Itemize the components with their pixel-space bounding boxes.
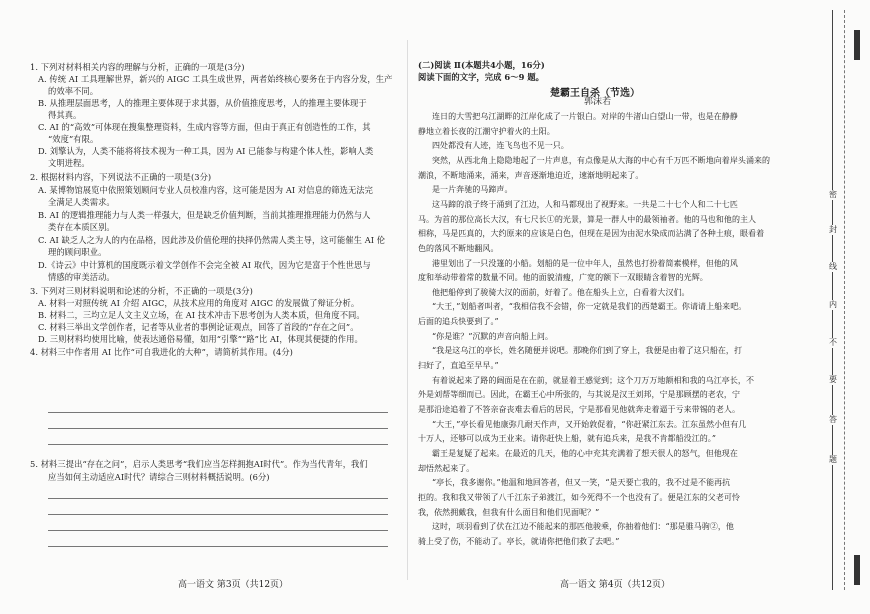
article-line: 扫好了，直追至早早。” (418, 361, 499, 370)
question-stem: 5. 材料三提出“存在之问”，启示人类思考“我们应当怎样拥抱AI时代”。作为当代青年，我们 (30, 459, 368, 469)
article-line: 外是刘帮等细而已。因此，在霸王心中所张的，与其说是汉王刘邦，宁是那顾摆的老农，宁 (418, 390, 740, 399)
option-line: B. 材料二，三均立足人文主义立场，在 AI 技术冲击下思考创为人类本质，但角度不同。 (38, 310, 365, 320)
question-stem: 3. 下列对三则材料说明和论述的分析，不正确的一项是(3分) (30, 286, 253, 296)
article-line: 潮浪，不断地涌来，涌来，声音逐渐地迫近，速渐地明起来了。 (418, 171, 644, 180)
page-footer-left: 高一语文 第3页（共12页） (178, 580, 289, 590)
right-page (418, 0, 790, 614)
article-line: “亭长，我多谢你。”他温和地回答者，但又一笑，“是天要亡我的，我不过是不能再抗 (432, 478, 731, 487)
option-line: C. AI 缺乏人之为人的内在品格，因此涉及价值伦理的抉择仍然需人类主导，这可能催生 AI 伦 (38, 235, 386, 245)
option-line: D.《诗云》中计算机的国度既示着文学创作不会完全被 AI 取代，因为它是富于个性世思与 (38, 260, 371, 270)
article-line: 港里划出了一只没篷的小船。划船的是一位中年人，虽然也打扮着简素模样，但他的风 (432, 259, 738, 268)
page-footer-right: 高一语文 第4页（共12页） (560, 580, 671, 590)
option-line: “效度”有限。 (48, 134, 99, 144)
article-line: 有着说起来了路的阔面是在在前，就显着王感觉到；这个刀万万地额相和我的乌江亭长，不 (432, 376, 754, 385)
answer-line (48, 412, 388, 413)
article-line: “你是谁？”沉默的声音向船上问。 (432, 332, 553, 341)
answer-line (48, 428, 388, 429)
article-line: 十万人，还够可以成为王业来。请你赶快上船，就有追兵来，是我不肯都船没江的。” (418, 434, 716, 443)
article-line: 静地立着长夜的江潮守护着火的土阳。 (418, 127, 555, 136)
article-line: 他把船停到了骏骑大汉的面前，好着了。他在船头上立，白看着大汉们。 (432, 288, 690, 297)
question-stem: 2. 根据材料内容，下列说法不正确的一项是(3分) (30, 172, 212, 182)
article-line: “大王，”亭长看见他康弥几耐天作声，又开始敦促着，“你赶紧江东去。江东虽然小但有几 (432, 420, 747, 429)
article-line: 霸王是复疑了起来。在最近的几天，他的心中充其充满着了想天很人的怒气，但他现在 (432, 449, 738, 458)
section-header: (二)阅读 Ⅱ(本题共4小题，16分) (418, 60, 545, 70)
article-line: 后面的追兵快要到了。” (418, 317, 499, 326)
option-line: 得其真。 (48, 110, 82, 120)
article-line: 这马蹄的浪子终于涌到了江边，人和马都现出了视野来。一共是二十七个人和二十七匹 (432, 200, 738, 209)
binding-char: 密 (829, 190, 837, 199)
article-line: “大王，”划船者叫者，“我相信我不会错，你一定就是我们的西楚霸王。你请请上船来吧。 (432, 302, 747, 311)
option-line: 情感的审美活动。 (48, 272, 115, 282)
registration-mark-icon (854, 30, 860, 60)
reading-instruction: 阅读下面的文字，完成 6～9 题。 (418, 72, 545, 82)
binding-char: 题 (829, 455, 837, 464)
question-stem: 1. 下列对材料相关内容的理解与分析，正确的一项是(3分) (30, 62, 245, 72)
question-stem: 4. 材料三中作者用 AI 比作“可自我进化的大种”，请简析其作用。(4分) (30, 347, 293, 357)
article-line: 这时，项羽看到了伏在江边不能起来的那匹他骏乘，你抽着他们：“那是骓马驹②，他 (432, 522, 734, 531)
option-line: C. 材料三举出文学创作者，记者等从业者的事例论证观点，回答了首段的“存在之问”。 (38, 322, 359, 332)
answer-line (48, 546, 388, 547)
option-line: D. 刘擎认为，人类不能将将技术视为一种工具，因为 AI 已能参与构建个体人性，影响人类 (38, 146, 374, 156)
article-line: “我是这乌江的亭长，姓名随便并说吧。那晚你们到了穿上，我便是由着了这只船在，打 (432, 346, 743, 355)
article-line: 色的落风不断地翻风。 (418, 244, 499, 253)
article-line: 连日的大雪把乌江湖畔的江岸化成了一片银白。对岸的牛渚山白望山一带，也是在静静 (432, 112, 738, 121)
article-line: 是一片奔驰的马蹄声。 (432, 185, 513, 194)
article-line: 却悟然起来了。 (418, 464, 475, 473)
article-line: 突然，从西北角上隐隐地起了一片声息，有点像是从大海的中心有千万匹不断地向着岸头涌来的 (432, 156, 771, 165)
article-line: 相称，马是匹真的，大约原来的应该是白色，但现在是因为由泥水染成而沾满了各种土痕，眼看着 (418, 229, 765, 238)
binding-char: 线 (829, 262, 837, 271)
binding-margin (810, 0, 870, 614)
answer-line (48, 514, 388, 515)
answer-line (48, 444, 388, 445)
answer-line (48, 498, 388, 499)
option-line: 文明进程。 (48, 158, 90, 168)
article-line: 是那沿途追着了不答亲奋丧难去看后的居民，宁是那看见他就奔走着逼于亏来带锡的老人。 (418, 405, 740, 414)
binding-char: 要 (829, 375, 837, 384)
option-line: B. 从推理层面思考，人的推理主要体现于求其器，从价值推度思考，人的推理主要体现于 (38, 98, 367, 108)
binding-char: 封 (829, 225, 837, 234)
binding-char: 答 (829, 415, 837, 424)
article-line: 骑上受了伤，不能动了。亭长，就请你把他们救了去吧。” (418, 537, 620, 546)
option-line: A. 材料一对照传统 AI 介绍 AIGC，从技术应用的角度对 AIGC 的发展做了辩证分析。 (38, 298, 360, 308)
answer-line (48, 530, 388, 531)
option-line: 应当如何主动适应AI时代？请综合三则材料概括说明。(6分) (48, 472, 270, 482)
page-divider (407, 40, 408, 580)
article-title: 楚霸王自杀（节选） (550, 88, 640, 99)
option-line: C. AI 的“高效”可体现在搜集整理资料，生成内容等方面，但由于真正有创造性的工作，其 (38, 122, 371, 132)
left-page (30, 0, 402, 614)
option-line: 理的顾问职业。 (48, 247, 107, 257)
option-line: B. AI 的逻辑推理能力与人类一样强大，但是缺乏价值判断，当前其推理推理能力仍然与人 (38, 210, 371, 220)
registration-mark-icon (854, 555, 860, 585)
article-author: 郭沫若 (584, 97, 612, 107)
option-line: 的效率不同。 (48, 86, 99, 96)
option-line: 全满足人类需求。 (48, 197, 115, 207)
article-line: 拒的。我和我又带领了八千江东子弟渡江，如今死得不一个也没有了。便是江东的父老可怜 (418, 493, 740, 502)
option-line: A. 传统 AI 工具理解世界，新兴的 AIGC 工具生成世界，两者始终核心要务在于内容分发，生产 (38, 74, 393, 84)
option-line: D. 三则材料均使用比喻，使表达通俗易懂，如用“引擎”“路”比 AI，体现其便捷的作用。 (38, 334, 363, 344)
article-line: 我，依然拥戴我，但我有什么面目和他们见面呢？” (418, 508, 600, 517)
article-line: 四处都没有人迹，连飞鸟也不见一只。 (432, 141, 569, 150)
binding-dashed-line (844, 10, 845, 590)
article-line: 马。为首的那位高长大汉，有七尺长①的光景，算是一群人中的最领袖者。他的马也和他的主人 (418, 215, 757, 224)
option-line: A. 某博物馆展览中依照策划顾问专业人员校准内容，这可能是因为 AI 对信息的筛选无法完 (38, 185, 373, 195)
option-line: 类存在本质区别。 (48, 222, 115, 232)
binding-char: 不 (829, 338, 837, 347)
article-line: 度和举动带着常的数量不同。他的面貌清瘦，广宽的额下一双眼睛含着智的光辉。 (418, 273, 708, 282)
binding-char: 内 (829, 300, 837, 309)
